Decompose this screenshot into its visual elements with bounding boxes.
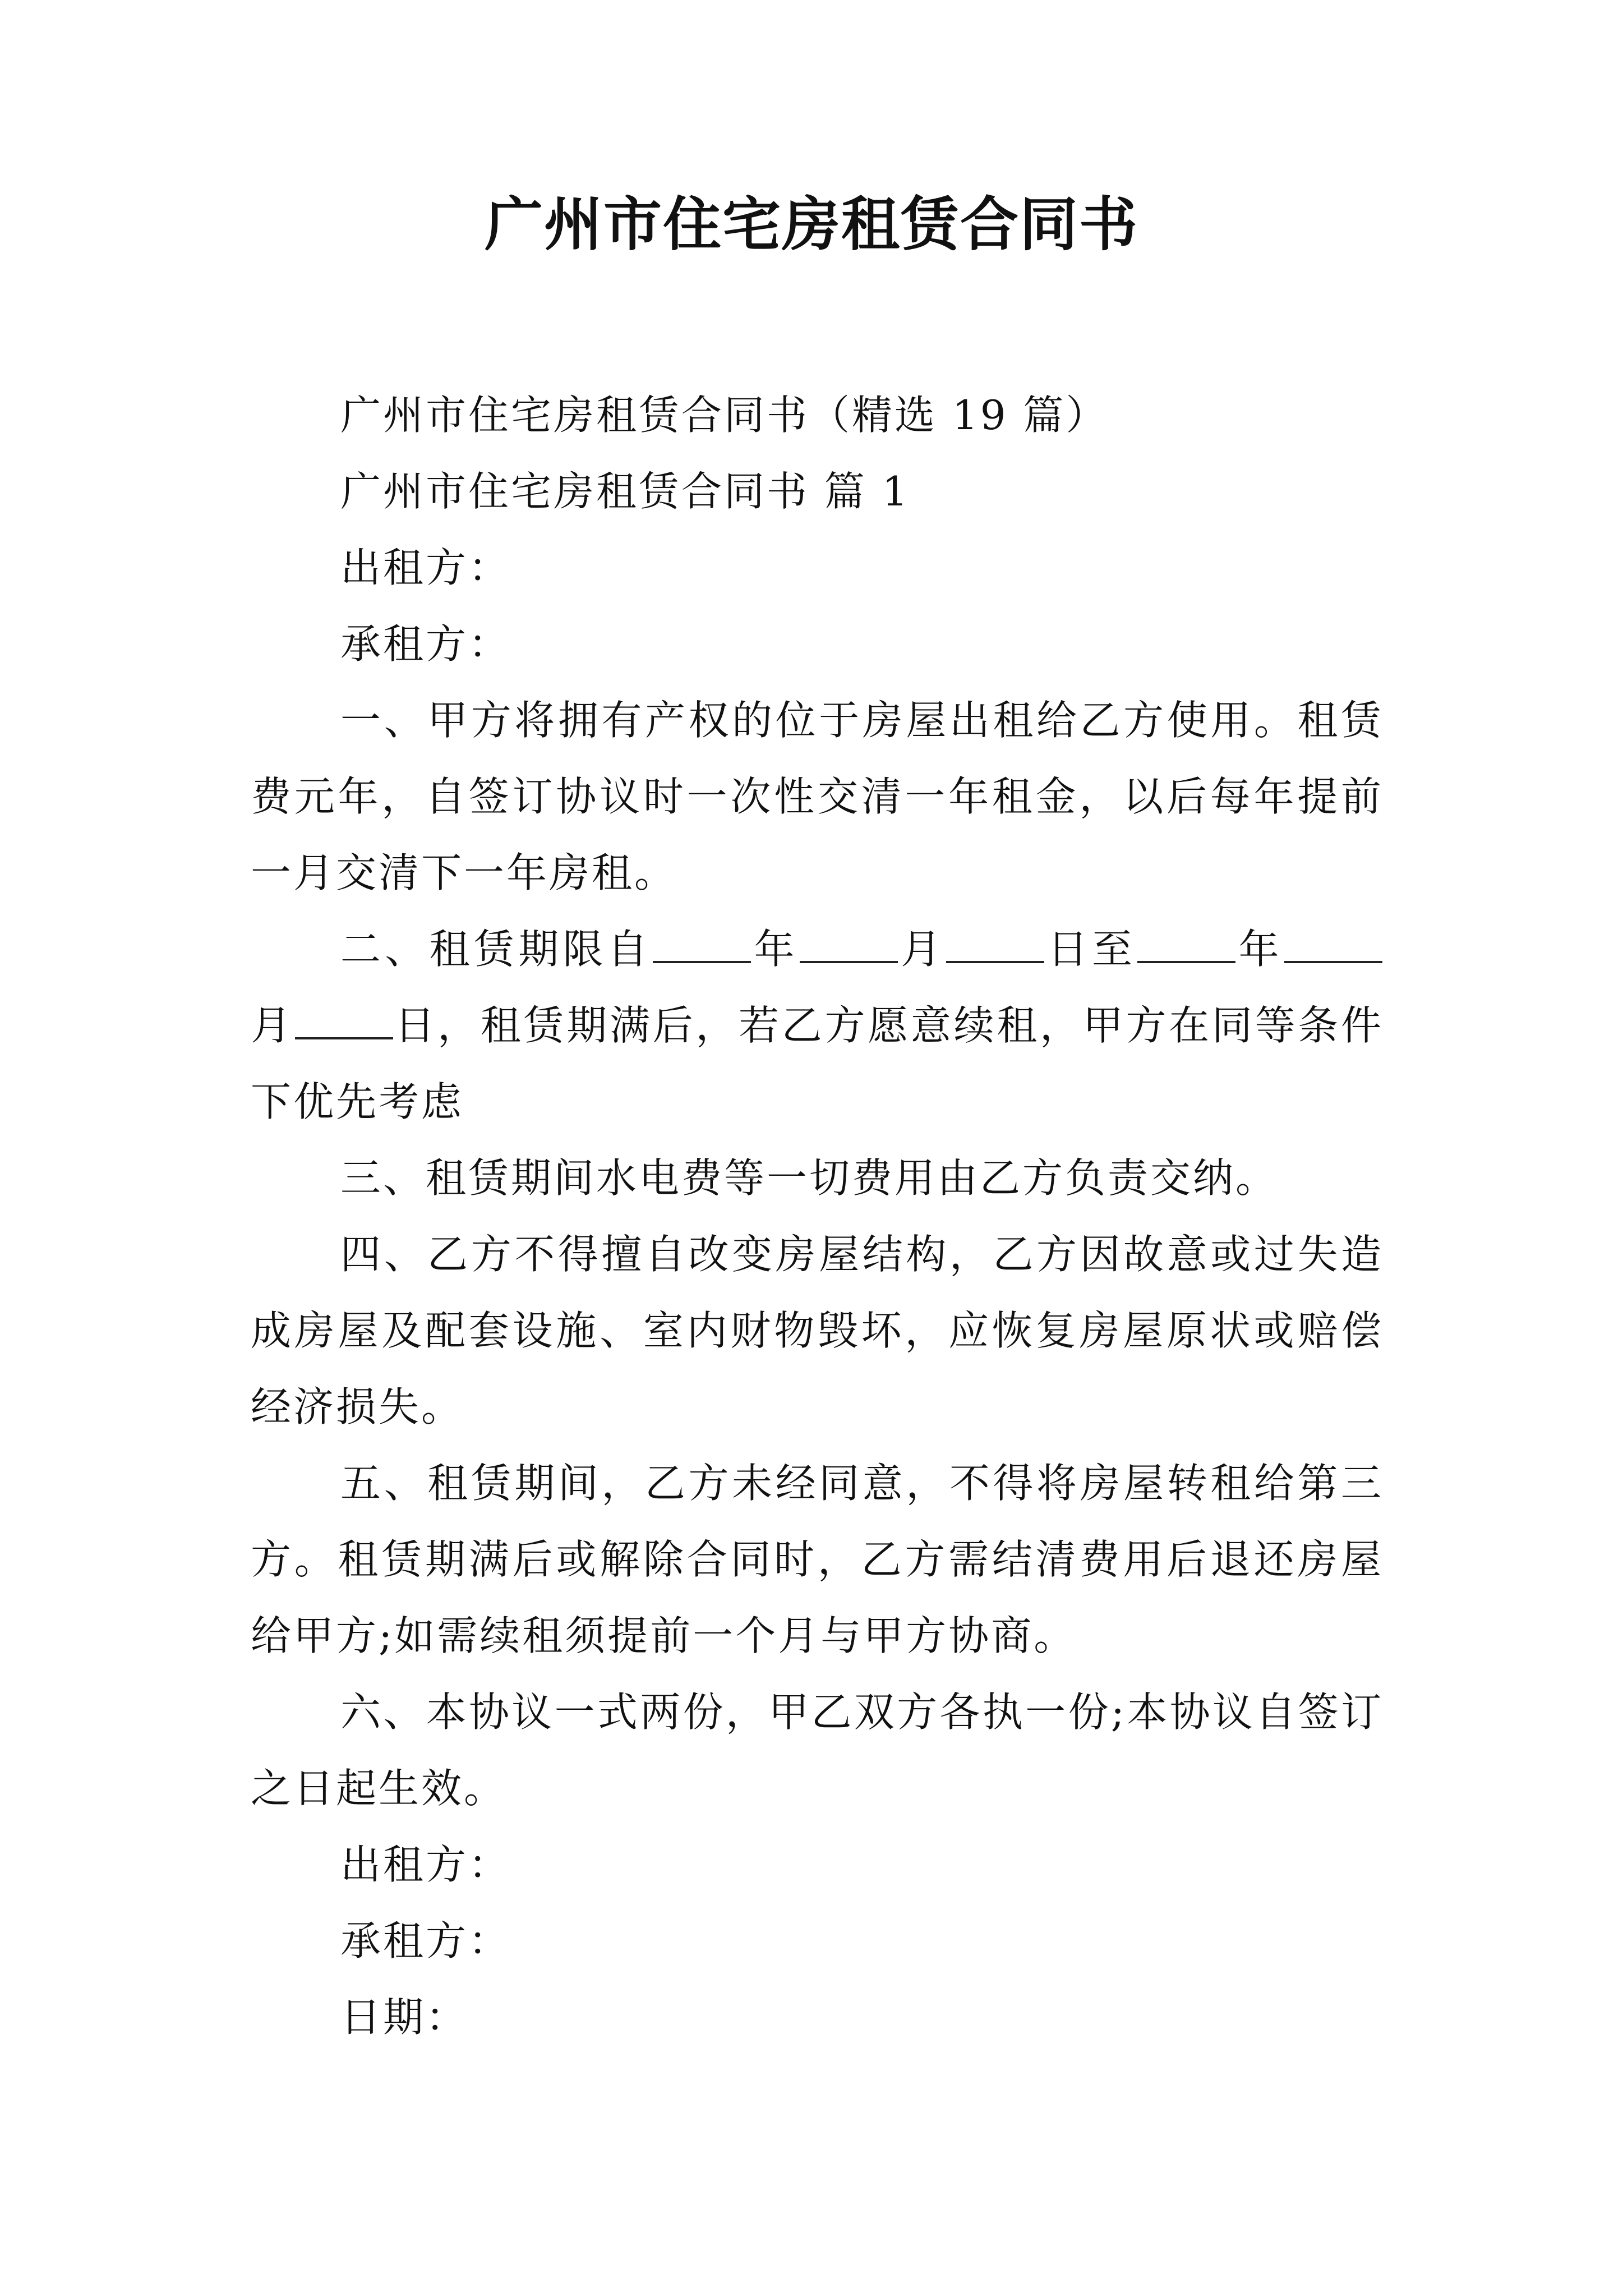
date-label: 日期：: [340, 1994, 469, 2041]
clause-2-prefix: 二、租赁期限自: [340, 926, 652, 973]
blank-line: [653, 960, 751, 963]
clause-2-year2: 年: [1237, 926, 1283, 973]
clause-6: 六、本协议一式两份，甲乙双方各执一份;本协议自签订之日起生效。: [251, 1688, 1384, 1812]
document-body: [251, 377, 1384, 2055]
section-heading: 广州市住宅房租赁合同书 篇 1: [340, 468, 910, 515]
clause-2-day1: 日至: [1045, 926, 1137, 973]
clause-2-month2: 月: [251, 1002, 294, 1049]
blank-line: [800, 960, 898, 963]
lessor-label: 出租方：: [340, 544, 511, 591]
clause-1: 一、甲方将拥有产权的位于房屋出租给乙方使用。租赁费元年，自签订协议时一次性交清一年租金，以后每年提前一月交清下一年房租。: [251, 697, 1384, 896]
clause-3: 三、租赁期间水电费等一切费用由乙方负责交纳。: [340, 1154, 1279, 1202]
clause-2-month1: 月: [898, 926, 946, 973]
clause-2-year1: 年: [752, 926, 799, 973]
document-title: 广州市住宅房租赁合同书: [484, 190, 1138, 259]
sign-lessee-label: 承租方：: [340, 1917, 511, 1964]
blank-line: [1284, 960, 1382, 963]
blank-line: [1137, 960, 1235, 963]
blank-line: [295, 1037, 393, 1039]
clause-2: [251, 911, 1384, 1140]
document-subtitle: 广州市住宅房租赁合同书（精选 19 篇）: [340, 392, 1109, 439]
sign-lessor-label: 出租方：: [340, 1841, 511, 1888]
clause-5: 五、租赁期间，乙方未经同意，不得将房屋转租给第三方。租赁期满后或解除合同时，乙方需结清费用后退还房屋给甲方;如需续租须提前一个月与甲方协商。: [251, 1460, 1384, 1659]
clause-4: 四、乙方不得擅自改变房屋结构，乙方因故意或过失造成房屋及配套设施、室内财物毁坏，应恢复房屋原状或赔偿经济损失。: [251, 1231, 1384, 1430]
lessee-label: 承租方：: [340, 620, 511, 668]
blank-line: [946, 960, 1044, 963]
clause-2-rest: 日，租赁期满后，若乙方愿意续租，甲方在同等条件下优先考虑: [251, 1002, 1384, 1125]
